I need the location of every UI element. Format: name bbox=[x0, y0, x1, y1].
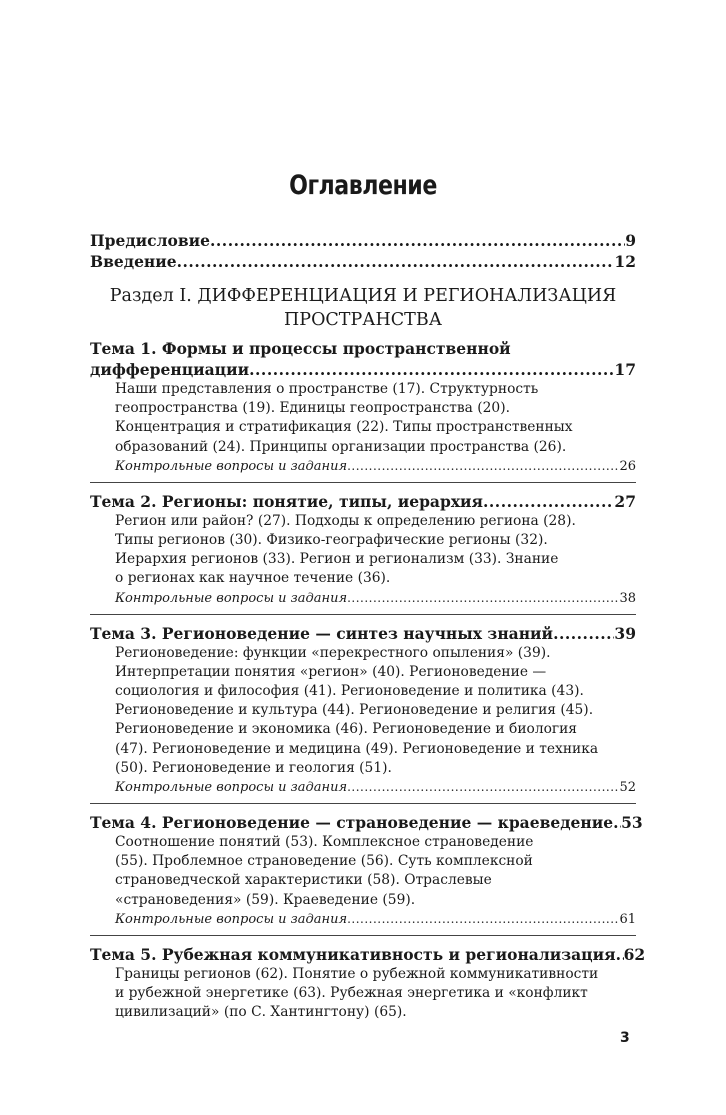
description-line: Регионоведение: функции «перекрестного опыления» (39). bbox=[115, 644, 551, 661]
table-of-contents bbox=[90, 230, 646, 1022]
dot-leader bbox=[347, 457, 619, 476]
toc-page-number: 53 bbox=[621, 813, 643, 833]
topic-description bbox=[90, 965, 636, 1023]
toc-page-number: 12 bbox=[614, 252, 636, 271]
description-line: Иерархия регионов (33). Регион и регионализм (33). Знание bbox=[115, 551, 559, 568]
dot-leader bbox=[613, 812, 621, 833]
control-questions-entry[interactable] bbox=[90, 778, 636, 797]
toc-page-number: 52 bbox=[619, 780, 636, 796]
topic-description bbox=[90, 512, 636, 589]
section-heading bbox=[90, 284, 636, 332]
control-questions-label: Контрольные вопросы и задания bbox=[115, 780, 348, 796]
toc-page-number: 38 bbox=[619, 590, 636, 606]
topic-description bbox=[90, 833, 636, 910]
topic-title-row[interactable] bbox=[90, 491, 636, 512]
description-line: «страноведения» (59). Краеведение (59). bbox=[115, 891, 416, 908]
topic-title-label: Тема 4. Регионоведение — страноведение — краеведение bbox=[90, 813, 614, 833]
toc-entry-preface[interactable] bbox=[90, 230, 636, 251]
divider bbox=[90, 803, 636, 804]
toc-page-number: 27 bbox=[614, 491, 636, 511]
control-questions-label: Контрольные вопросы и задания bbox=[115, 458, 348, 474]
description-line: Регионоведение и культура (44). Регионоведение и религия (45). bbox=[115, 702, 594, 719]
topic-title-row[interactable] bbox=[90, 359, 636, 380]
topic-description bbox=[90, 644, 636, 778]
topic-title-label: Тема 5. Рубежная коммуникативность и регионализация bbox=[90, 944, 616, 964]
toc-page-number: 26 bbox=[619, 458, 636, 474]
toc-page-number: 9 bbox=[625, 231, 636, 250]
toc-entry-introduction[interactable] bbox=[90, 251, 636, 272]
description-line: Наши представления о пространстве (17). Структурность bbox=[115, 381, 539, 397]
dot-leader bbox=[616, 944, 624, 965]
topic-title-row[interactable] bbox=[90, 812, 643, 833]
dot-leader bbox=[210, 230, 625, 251]
control-questions-entry[interactable] bbox=[90, 457, 636, 476]
topic-title-label: дифференциации bbox=[90, 360, 250, 379]
topic-title-label: Тема 3. Регионоведение — синтез научных знаний bbox=[90, 623, 554, 643]
dot-leader bbox=[483, 491, 614, 512]
description-line: Типы регионов (30). Физико-географические регионы (32). bbox=[115, 532, 548, 549]
page-number: 3 bbox=[620, 1030, 630, 1046]
description-line: страноведческой характеристики (58). Отраслевые bbox=[115, 872, 492, 889]
description-line: геопространства (19). Единицы геопространства (20). bbox=[115, 400, 510, 417]
control-questions-label: Контрольные вопросы и задания bbox=[115, 911, 348, 927]
description-line: социология и философия (41). Регионоведение и политика (43). bbox=[115, 683, 584, 700]
description-line: Регионоведение и экономика (46). Регионоведение и биология bbox=[115, 721, 578, 738]
topic-title-line[interactable]: Тема 1. Формы и процессы пространственной bbox=[90, 339, 511, 358]
toc-entry-label: Предисловие bbox=[90, 231, 210, 250]
description-line: (50). Регионоведение и геология (51). bbox=[115, 759, 392, 776]
toc-page-number: 39 bbox=[614, 623, 636, 643]
dot-leader bbox=[553, 623, 614, 644]
description-line: о регионах как научное течение (36). bbox=[115, 570, 391, 587]
description-line: цивилизаций» (по С. Хантингтону) (65). bbox=[115, 1004, 407, 1021]
description-line: Соотношение понятий (53). Комплексное страноведение bbox=[115, 834, 534, 851]
section-heading-line: Раздел I. ДИФФЕРЕНЦИАЦИЯ И РЕГИОНАЛИЗАЦИЯ bbox=[109, 286, 617, 306]
topic-title-label: Тема 2. Регионы: понятие, типы, иерархия bbox=[90, 491, 484, 511]
toc-page-number: 62 bbox=[623, 944, 646, 964]
toc-topic-1 bbox=[90, 338, 636, 476]
dot-leader bbox=[347, 778, 619, 797]
description-line: Интерпретации понятия «регион» (40). Регионоведение — bbox=[115, 663, 547, 680]
toc-entry-label: Введение bbox=[90, 252, 177, 271]
toc-topic-5 bbox=[90, 944, 646, 1023]
topic-description bbox=[90, 380, 636, 457]
description-line: (55). Проблемное страноведение (56). Суть комплексной bbox=[115, 853, 533, 870]
dot-leader bbox=[347, 910, 619, 929]
dot-leader bbox=[177, 251, 615, 272]
toc-page-number: 61 bbox=[619, 911, 636, 927]
page-title: Оглавление bbox=[289, 170, 437, 201]
topic-title-row[interactable] bbox=[90, 944, 646, 965]
description-line: Концентрация и стратификация (22). Типы пространственных bbox=[115, 419, 573, 436]
dot-leader bbox=[249, 359, 614, 380]
divider bbox=[90, 935, 636, 936]
section-heading-line: ПРОСТРАНСТВА bbox=[284, 310, 442, 330]
description-line: Границы регионов (62). Понятие о рубежной коммуникативности bbox=[115, 965, 599, 982]
description-line: и рубежной энергетике (63). Рубежная энергетика и «конфликт bbox=[115, 985, 588, 1002]
toc-page-number: 17 bbox=[614, 360, 636, 379]
divider bbox=[90, 614, 636, 615]
description-line: Регион или район? (27). Подходы к определению региона (28). bbox=[115, 512, 576, 529]
control-questions-entry[interactable] bbox=[90, 910, 636, 929]
toc-topic-2 bbox=[90, 491, 636, 608]
control-questions-entry[interactable] bbox=[90, 589, 636, 608]
description-line: (47). Регионоведение и медицина (49). Регионоведение и техника bbox=[115, 740, 599, 757]
topic-title-row[interactable] bbox=[90, 623, 636, 644]
control-questions-label: Контрольные вопросы и задания bbox=[115, 590, 348, 606]
divider bbox=[90, 482, 636, 483]
dot-leader bbox=[347, 589, 619, 608]
toc-topic-4 bbox=[90, 812, 643, 929]
description-line: образований (24). Принципы организации пространства (26). bbox=[115, 438, 567, 455]
toc-topic-3 bbox=[90, 623, 636, 797]
